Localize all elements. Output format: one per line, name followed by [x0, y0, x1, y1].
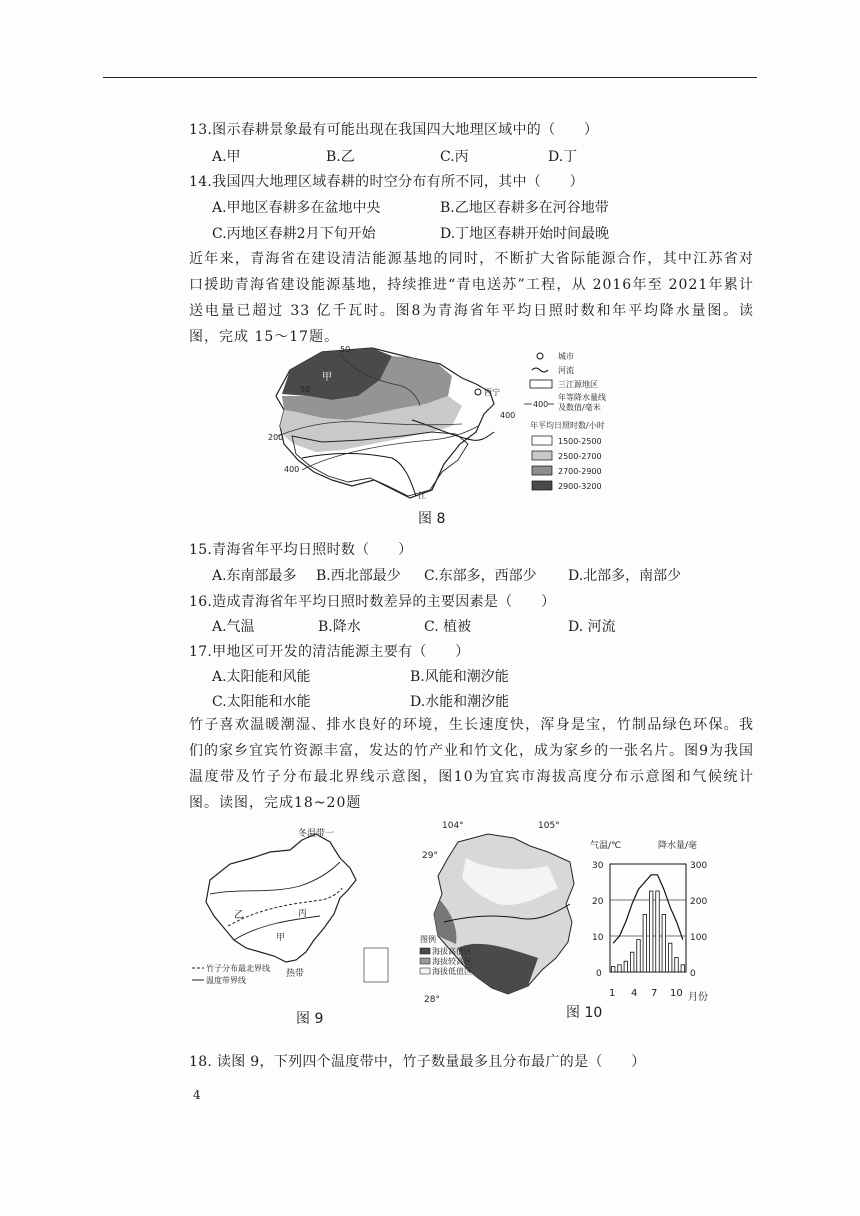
q13-option-c: C.丙: [440, 149, 469, 165]
fig9-legend-zone: 温度带界线: [206, 976, 246, 985]
fig10-legend-swatch-mid: [420, 958, 430, 964]
legend-sunshine-title: 年平均日照时数/小时: [530, 421, 605, 430]
region-jia-label: 甲: [322, 372, 332, 383]
q16-option-a: A.气温: [212, 619, 255, 635]
fig9-bing-label: 丙: [298, 909, 308, 919]
q14-option-a: A.甲地区春耕多在盆地中央: [212, 200, 381, 216]
precip-bar-month-10: [668, 943, 671, 972]
iso-400-bottom: 400: [284, 465, 300, 474]
legend-swatch-2900: [532, 481, 552, 490]
q14-stem: 14.我国四大地理区域春耕的时空分布有所不同，其中（ ）: [189, 174, 584, 190]
precip-bar-month-12: [681, 965, 684, 972]
fig10-legend-high: 海拔高值区: [432, 947, 472, 956]
q13-option-b: B.乙: [326, 149, 355, 165]
river-jiang-label: 江: [418, 491, 426, 500]
q15-option-c: C.东部多，西部少: [424, 568, 537, 584]
legend-city: 城市: [558, 352, 574, 361]
q17-option-c: C.太阳能和水能: [212, 694, 311, 710]
precip-bar-month-8: [656, 891, 659, 972]
q14-option-b: B.乙地区春耕多在河谷地带: [440, 200, 609, 216]
fig9-south-label: 热带: [286, 969, 305, 979]
fig10-legend-title: 图例: [420, 935, 436, 944]
figure-8-legend: [524, 351, 606, 491]
x-tick-1: 1: [609, 988, 616, 999]
figure-8-map: [262, 340, 622, 508]
legend-river-icon: [532, 368, 548, 372]
fig9-jia-label: 甲: [276, 933, 286, 943]
lon-105-label: 105°: [538, 821, 560, 831]
q15-stem: 15.青海省年平均日照时数（ ）: [189, 542, 413, 558]
q13-option-d: D.丁: [548, 149, 578, 165]
xining-city-marker: [475, 389, 481, 395]
figure-9-map: [190, 828, 400, 1008]
right-tick-300: 300: [690, 861, 708, 871]
legend-isohyet-line1: 年等降水量线: [558, 393, 606, 402]
legend-river: 河流: [558, 366, 574, 375]
precip-bar-month-9: [662, 914, 665, 972]
iso-200-label: 200: [268, 433, 284, 442]
figure-8-caption: 图 8: [418, 511, 446, 527]
precip-bar-month-11: [675, 958, 678, 972]
left-tick-30: 30: [592, 861, 604, 871]
passage-bamboo: 竹子喜欢温暖潮湿、排水良好的环境，生长速度快，浑身是宝，竹制品绿色环保。我们的家乡宜宾竹资源丰富，发达的竹产业和竹文化，成为家乡的一张名片。图9为我国温度带及竹子分布最北界线示意图，图10为宜宾市海拔高度分布示意图和气候统计图。读图，完成18~20题: [189, 717, 754, 811]
legend-city-icon: [537, 353, 543, 359]
temperature-line: [613, 875, 683, 943]
x-unit-label: 月份: [688, 992, 708, 1003]
q15-option-a: A.东南部最多: [212, 568, 297, 584]
x-tick-10: 10: [670, 988, 683, 999]
fig10-legend-swatch-low: [420, 968, 430, 974]
q13-option-a: A.甲: [212, 149, 241, 165]
legend-class-2700: 2700-2900: [558, 467, 602, 476]
legend-isohyet-sample: 400: [533, 400, 549, 409]
legend-swatch-2700: [532, 466, 552, 475]
figure-10-map: [418, 818, 588, 1006]
figure-9-caption: 图 9: [296, 1011, 324, 1027]
fig9-yi-label: 乙: [234, 910, 244, 921]
lat-29-label: 29°: [422, 851, 438, 861]
right-tick-0: 0: [690, 969, 696, 979]
legend-sanjiangyuan: 三江源地区: [558, 380, 598, 389]
left-tick-10: 10: [592, 933, 604, 943]
right-tick-200: 200: [690, 897, 708, 907]
legend-swatch-2500: [532, 451, 552, 460]
fig9-top-label: 冬温带一: [298, 829, 335, 839]
passage-qinghai: 近年来，青海省在建设清洁能源基地的同时，不断扩大省际能源合作，其中江苏省对口援助青海省建设能源基地，持续推进“青电送苏”工程，从 2016年至 2021年累计送电量已超过 33 亿千瓦时。图8为青海省年平均日照时数和年平均降水量图。读图，完成 15～17题。: [189, 251, 754, 345]
q17-option-b: B.风能和潮汐能: [410, 669, 509, 685]
q17-option-a: A.太阳能和风能: [212, 669, 311, 685]
left-tick-0: 0: [596, 969, 602, 979]
south-sea-inset: [364, 948, 388, 982]
q15-option-b: B.西北部最少: [316, 568, 401, 584]
climate-y-left-label: 气温/℃: [590, 841, 622, 851]
legend-class-2900: 2900-3200: [558, 482, 602, 491]
q17-option-d: D.水能和潮汐能: [410, 694, 510, 710]
iso-400-right: 400: [500, 411, 516, 420]
lat-28-label: 28°: [424, 995, 440, 1005]
precip-bar-month-7: [649, 891, 652, 972]
q14-option-c: C.丙地区春耕2月下旬开始: [212, 226, 376, 242]
q16-option-b: B.降水: [318, 619, 361, 635]
climate-chart: [588, 836, 718, 986]
q17-stem: 17.甲地区可开发的清洁能源主要有（ ）: [189, 644, 470, 660]
left-tick-20: 20: [592, 897, 604, 907]
q16-stem: 16.造成青海省年平均日照时数差异的主要因素是（ ）: [189, 594, 556, 610]
climate-y-right-label: 降水量/毫: [658, 841, 698, 851]
legend-class-1500: 1500-2500: [558, 437, 602, 446]
xining-label: 西宁: [484, 388, 500, 397]
legend-sanjiangyuan-icon: [530, 380, 552, 388]
x-tick-7: 7: [651, 988, 658, 999]
q13-stem: 13.图示春耕景象最有可能出现在我国四大地理区域中的（ ）: [189, 122, 599, 138]
precip-bar-month-2: [618, 965, 621, 972]
figure-10-caption: 图 10: [566, 1005, 603, 1021]
fig10-legend-low: 海拔低值区: [432, 967, 472, 976]
precip-bar-month-4: [630, 952, 633, 972]
right-tick-100: 100: [690, 933, 708, 943]
legend-isohyet-line2: 及数值/毫米: [558, 403, 601, 412]
fig9-legend-bamboo: 竹子分布最北界线: [206, 964, 270, 973]
legend-swatch-1500: [532, 436, 552, 445]
fig10-legend-swatch-high: [420, 948, 430, 954]
precip-bar-month-5: [637, 940, 640, 972]
legend-class-2500: 2500-2700: [558, 452, 602, 461]
page-number: 4: [193, 1088, 201, 1102]
q16-option-c: C. 植被: [424, 619, 472, 635]
x-tick-4: 4: [631, 988, 638, 999]
q14-option-d: D.丁地区春耕开始时间最晚: [440, 226, 610, 242]
precip-bar-month-3: [624, 961, 627, 972]
q15-option-d: D.北部多，南部少: [568, 568, 682, 584]
iso-50-top: 50: [340, 345, 351, 354]
q16-option-d: D. 河流: [568, 619, 616, 635]
header-rule: [103, 77, 757, 78]
q18-stem: 18. 读图 9，下列四个温度带中，竹子数量最多且分布最广的是（ ）: [189, 1054, 646, 1070]
lon-104-label: 104°: [442, 821, 464, 831]
fig10-legend-mid: 海拔较高区: [432, 957, 472, 966]
iso-50-left: 50: [300, 385, 311, 394]
precip-bar-month-1: [611, 967, 614, 972]
precip-bar-month-6: [643, 914, 646, 972]
